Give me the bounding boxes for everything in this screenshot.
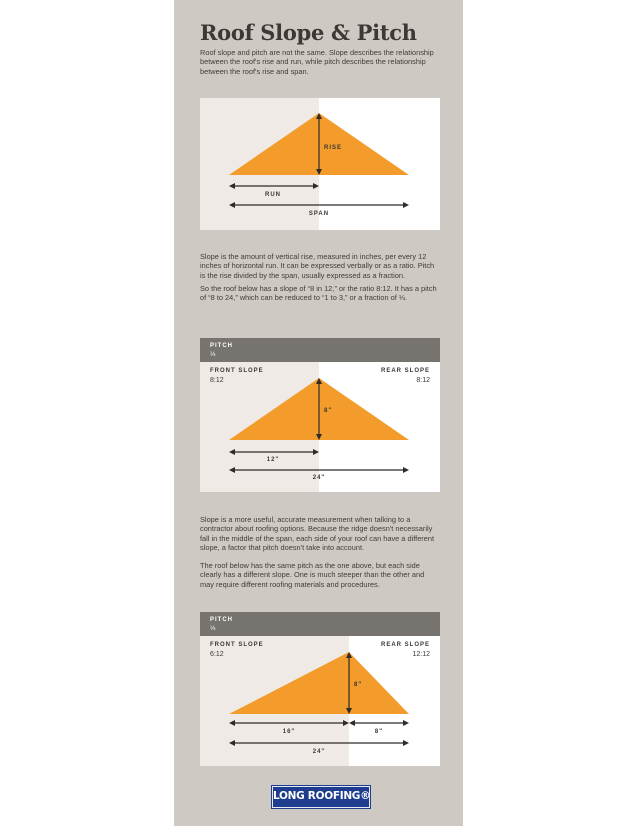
span-label: 24" [312, 749, 326, 755]
slope-diagram-basic [200, 98, 440, 230]
pitch-label: PITCH [210, 617, 233, 623]
run-label: 12" [266, 457, 280, 463]
intro-paragraph: Roof slope and pitch are not the same. Slope describes the relationship between the roof's rise and run, while pitch describes the relationship between the roof's rise and span. [200, 48, 434, 76]
slope-definition-paragraph: Slope is the amount of vertical rise, measured in inches, per every 12 inches of horizontal run. It can be expressed verbally or as a ratio. Pitch is the rise divided by the span, usually expressed as a fraction. [200, 252, 435, 280]
logo-text: LONG ROOFING® [273, 790, 371, 802]
front-slope-label: FRONT SLOPE [210, 368, 264, 374]
rear-slope-label: REAR SLOPE [380, 642, 430, 648]
rear-slope-value: 12:12 [412, 651, 430, 658]
slope-usefulness-paragraph: Slope is a more useful, accurate measurement when talking to a contractor about roofing options. Because the ridge doesn't necessarily fall in the middle of the span, each side of your roof can have a different slope, a factor that pitch doesn't take into account. [200, 515, 435, 552]
pitch-header [200, 612, 440, 636]
rise-label: 8" [354, 682, 363, 688]
pitch-diagram-asymmetric [200, 612, 440, 766]
different-slope-paragraph: The roof below has the same pitch as the one above, but each side clearly has a different slope. One is much steeper than the other and may require different roofing materials and procedures. [200, 561, 425, 589]
long-roofing-logo [272, 786, 370, 808]
front-run-label: 16" [282, 729, 296, 735]
run-label: RUN [265, 192, 281, 198]
rear-slope-label: REAR SLOPE [380, 368, 430, 374]
front-slope-label: FRONT SLOPE [210, 642, 264, 648]
front-slope-value: 6:12 [210, 651, 224, 658]
page-title: Roof Slope & Pitch [200, 20, 417, 45]
span-label: 24" [312, 475, 326, 481]
pitch-value: ⅓ [210, 351, 216, 358]
rise-label: 8" [324, 408, 333, 414]
pitch-label: PITCH [210, 343, 233, 349]
rise-label: RISE [324, 145, 343, 151]
roof-diagram-svg [200, 98, 440, 230]
pitch-diagram-symmetric [200, 338, 440, 492]
example-paragraph: So the roof below has a slope of “8 in 12,” or the ratio 8:12. It has a pitch of “8 to 24,” which can be reduced to “1 to 3,” or a fraction of ⅓. [200, 284, 437, 303]
rear-slope-value: 8:12 [416, 377, 430, 384]
span-label: SPAN [308, 211, 330, 217]
pitch-header [200, 338, 440, 362]
rear-run-label: 8" [374, 729, 384, 735]
front-slope-value: 8:12 [210, 377, 224, 384]
pitch-value: ⅓ [210, 625, 216, 632]
